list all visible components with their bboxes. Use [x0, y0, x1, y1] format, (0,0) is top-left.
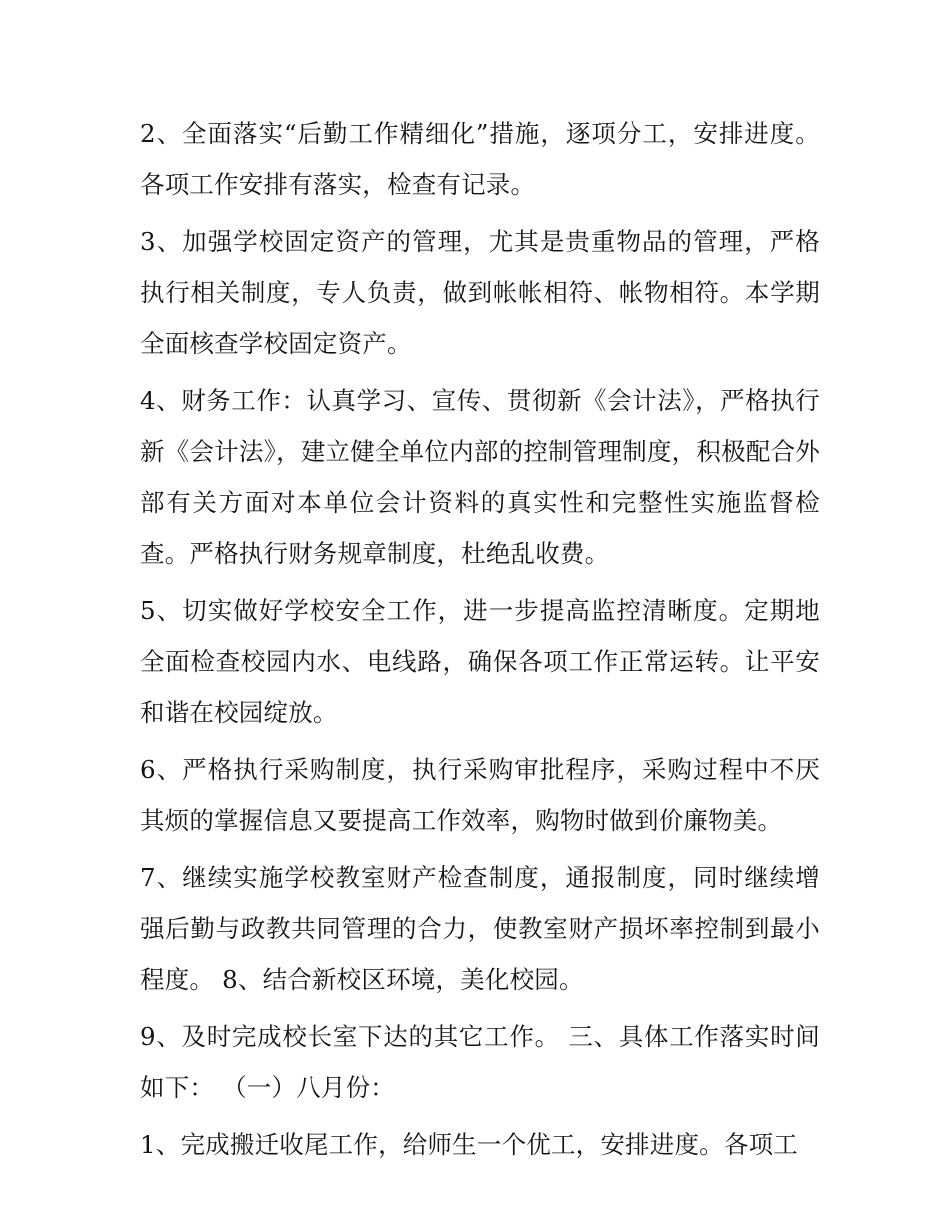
- paragraph-item-6: 6、严格执行采购制度，执行采购审批程序，采购过程中不厌其烦的掌握信息又要提高工作效率，购物时做到价廉物美。: [140, 755, 820, 835]
- paragraph-item-5: 5、切实做好学校安全工作，进一步提高监控清晰度。定期地全面检查校园内水、电线路，确保各项工作正常运转。让平安和谐在校园绽放。: [140, 596, 820, 727]
- paragraph-item-4: 4、财务工作：认真学习、宣传、贯彻新《会计法》，严格执行新《会计法》，建立健全单位内部的控制管理制度，积极配合外部有关方面对本单位会计资料的真实性和完整性实施监督检查。严格执行财务规章制度，杜绝乱收费。: [140, 386, 820, 568]
- document-body: [140, 108, 820, 1176]
- paragraph-item-3: 3、加强学校固定资产的管理，尤其是贵重物品的管理，严格执行相关制度，专人负责，做到帐帐相符、帐物相符。本学期全面核查学校固定资产。: [140, 227, 820, 358]
- paragraph-item-9: 9、及时完成校长室下达的其它工作。 三、具体工作落实时间如下： （一）八月份：: [140, 1022, 820, 1102]
- paragraph-august-item-1: 1、完成搬迁收尾工作，给师生一个优工，安排进度。各项工: [140, 1130, 798, 1159]
- paragraph-item-7-8: 7、继续实施学校教室财产检查制度，通报制度，同时继续增强后勤与政教共同管理的合力，使教室财产损坏率控制到最小程度。 8、结合新校区环境，美化校园。: [140, 863, 820, 994]
- paragraph-item-2: 2、全面落实“后勤工作精细化”措施，逐项分工，安排进度。各项工作安排有落实，检查有记录。: [140, 119, 820, 199]
